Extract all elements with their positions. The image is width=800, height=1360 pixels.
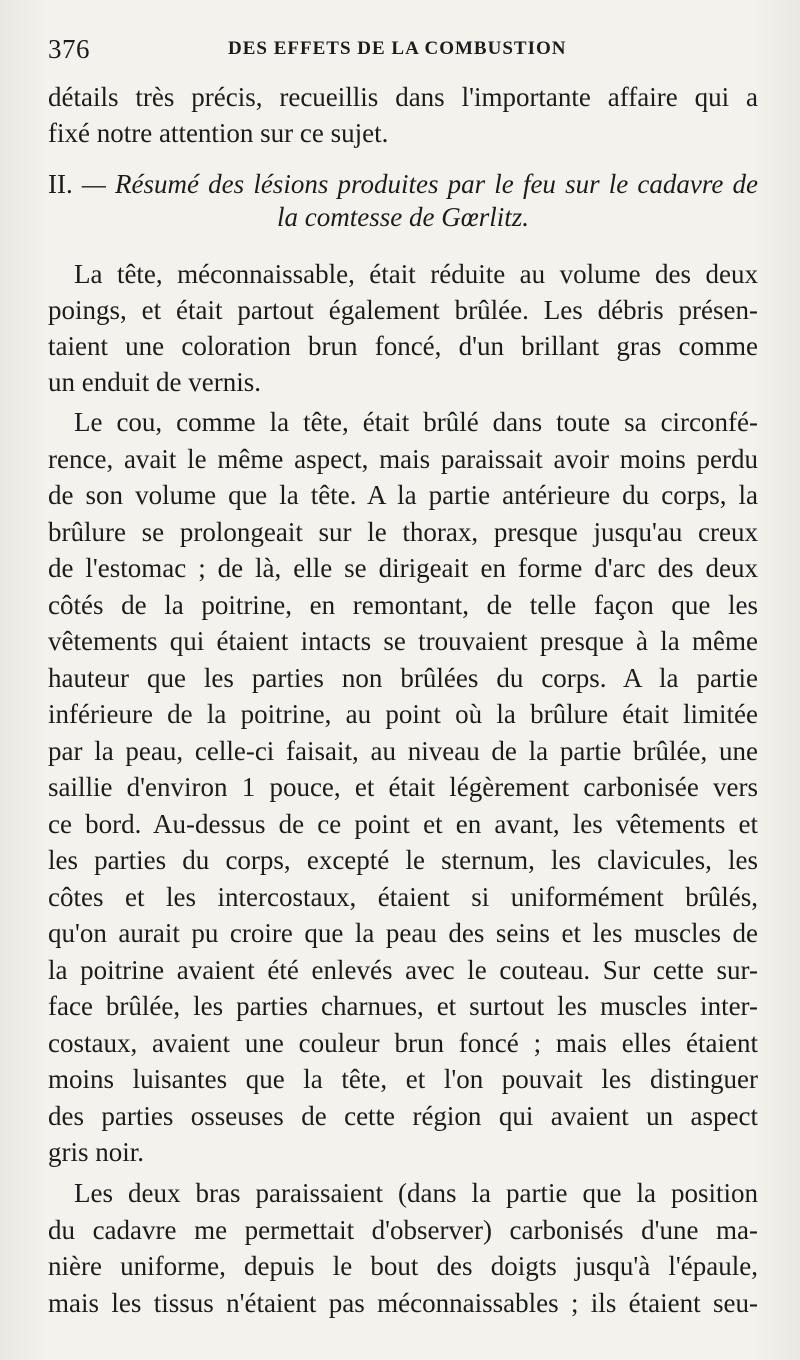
text-line: vêtements qui étaient intacts se trouvaient presque à la même [48, 626, 758, 656]
text-line: de l'estomac ; de là, elle se dirigeait en forme d'arc des deux [48, 553, 758, 583]
page-header [48, 30, 758, 70]
text-line: Les deux bras paraissaient (dans la partie que la position [74, 1178, 758, 1208]
page-number: 376 [48, 34, 90, 64]
text-line: ce bord. Au-dessus de ce point et en avant, les vêtements et [48, 809, 758, 839]
text-line: La tête, méconnaissable, était réduite au volume des deux [74, 259, 758, 289]
section-heading-line [48, 167, 758, 201]
text-line: face brûlée, les parties charnues, et surtout les muscles inter- [48, 991, 758, 1021]
text-line: de son volume que la tête. A la partie antérieure du corps, la [48, 480, 758, 510]
text-line: taient une coloration brun foncé, d'un brillant gras comme [48, 331, 758, 361]
text-line: moins luisantes que la tête, et l'on pouvait les distinguer [48, 1064, 758, 1094]
text-line: Le cou, comme la tête, était brûlé dans toute sa circonfé- [74, 407, 758, 437]
text-line: la poitrine avaient été enlevés avec le couteau. Sur cette sur- [48, 955, 758, 985]
text-line: côtes et les intercostaux, étaient si uniformément brûlés, [48, 882, 758, 912]
text-line: nière uniforme, depuis le bout des doigts jusqu'à l'épaule, [48, 1251, 758, 1281]
text-line: inférieure de la poitrine, au point où la brûlure était limitée [48, 699, 758, 729]
text-line: mais les tissus n'étaient pas méconnaissables ; ils étaient seu- [48, 1288, 758, 1318]
text-line: côtés de la poitrine, en remontant, de telle façon que les [48, 590, 758, 620]
text-line: du cadavre me permettait d'observer) carbonisés d'une ma- [48, 1215, 758, 1245]
text-line: brûlure se prolongeait sur le thorax, presque jusqu'au creux [48, 517, 758, 547]
text-line: hauteur que les parties non brûlées du corps. A la partie [48, 663, 758, 693]
text-line: qu'on aurait pu croire que la peau des seins et les muscles de [48, 918, 758, 948]
text-line: costaux, avaient une couleur brun foncé ; mais elles étaient [48, 1028, 758, 1058]
text-line: les parties du corps, excepté le sternum, les clavicules, les [48, 845, 758, 875]
text-line: un enduit de vernis. [48, 367, 261, 397]
text-line: poings, et était partout également brûlée. Les débris présen- [48, 295, 758, 325]
section-title-line2: la comtesse de Gœrlitz. [277, 202, 529, 232]
text-line: saillie d'environ 1 pouce, et était légèrement carbonisée vers [48, 772, 758, 802]
text-line: détails très précis, recueillis dans l'importante affaire qui a [48, 82, 758, 112]
text-line: rence, avait le même aspect, mais paraissait avoir moins perdu [48, 444, 758, 474]
section-number: II. [48, 169, 73, 199]
text-line: par la peau, celle-ci faisait, au niveau de la partie brûlée, une [48, 736, 758, 766]
text-line: des parties osseuses de cette région qui avaient un aspect [48, 1101, 758, 1131]
section-title-line1: — Résumé des lésions produites par le feu sur le cadavre de [81, 169, 758, 199]
running-head: DES EFFETS DE LA COMBUSTION [228, 38, 567, 59]
text-line: gris noir. [48, 1137, 145, 1167]
text-line: fixé notre attention sur ce sujet. [48, 118, 389, 148]
